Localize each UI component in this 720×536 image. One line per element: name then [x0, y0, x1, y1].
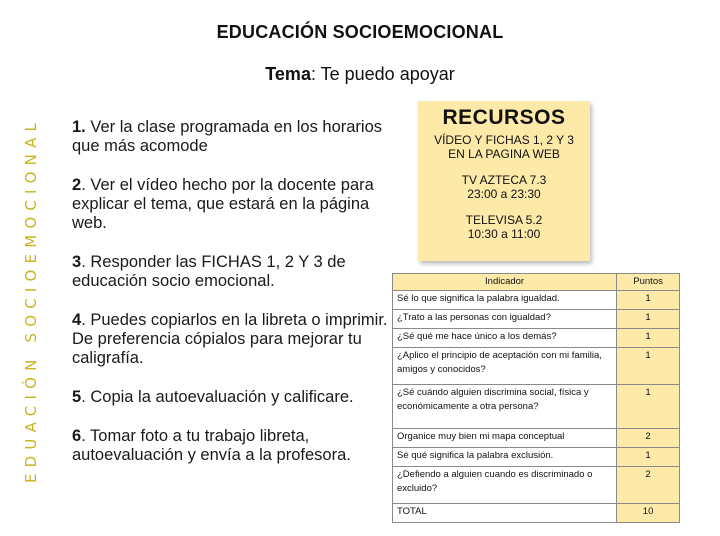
resources-sticky-note [418, 101, 590, 261]
total-label-cell: TOTAL [393, 504, 617, 523]
step-text: . Tomar foto a tu trabajo libreta, autoevaluación y envía a la profesora. [72, 427, 351, 464]
table-row [393, 385, 680, 429]
points-cell: 1 [617, 310, 680, 329]
resources-tv-azteca-time: 23:00 a 23:30 [467, 187, 541, 201]
step-text: . Puedes copiarlos en la libreta o imprimir. De preferencia cópialos para mejorar tu caligrafía. [72, 311, 388, 367]
total-points-cell: 10 [617, 504, 680, 523]
table-row [393, 291, 680, 310]
resources-web-line: EN LA PAGINA WEB [448, 147, 560, 161]
points-cell: 1 [617, 385, 680, 429]
step-number: 1. [72, 118, 86, 136]
points-cell: 2 [617, 429, 680, 448]
table-row [393, 448, 680, 467]
header-points: Puntos [617, 274, 680, 291]
step-text: . Responder las FICHAS 1, 2 Y 3 de educación socio emocional. [72, 253, 346, 290]
topic-text: : Te puedo apoyar [310, 64, 455, 84]
header-indicator: Indicador [393, 274, 617, 291]
indicator-cell: Sé qué significa la palabra exclusión. [393, 448, 617, 467]
points-cell: 1 [617, 329, 680, 348]
step-number: 6 [72, 427, 82, 445]
step-number: 2 [72, 176, 82, 194]
indicator-cell: Organice muy bien mi mapa conceptual [393, 429, 617, 448]
points-cell: 1 [617, 291, 680, 310]
table-row [393, 310, 680, 329]
step-2 [72, 176, 390, 233]
step-5 [72, 388, 390, 407]
step-number: 4 [72, 311, 82, 329]
indicator-cell: ¿Aplico el principio de aceptación con mi familia, amigos y conocidos? [393, 348, 617, 385]
step-number: 3 [72, 253, 82, 271]
resources-title: RECURSOS [442, 106, 566, 129]
topic-label: Tema [265, 64, 311, 84]
self-evaluation-table [392, 273, 680, 523]
resources-televisa-time: 10:30 a 11:00 [467, 227, 541, 241]
vertical-side-title: EDUACIÓN SOCIOEMOCIONAL [22, 116, 40, 483]
table-row [393, 329, 680, 348]
step-4 [72, 311, 390, 368]
resources-televisa: TELEVISA 5.2 [465, 213, 543, 227]
step-text: Ver la clase programada en los horarios que más acomode [72, 118, 383, 155]
step-text: . Copia la autoevaluación y calificare. [81, 388, 354, 406]
step-6 [72, 427, 390, 465]
step-1 [72, 118, 390, 156]
step-text: . Ver el vídeo hecho por la docente para explicar el tema, que estará en la página web. [72, 176, 374, 232]
table-row [393, 467, 680, 504]
indicator-cell: ¿Sé qué me hace único a los demás? [393, 329, 617, 348]
page-title: EDUCACIÓN SOCIOEMOCIONAL [216, 22, 504, 42]
topic-line [0, 64, 720, 85]
points-cell: 1 [617, 448, 680, 467]
table-row [393, 429, 680, 448]
step-3 [72, 253, 390, 291]
table-row [393, 348, 680, 385]
indicator-cell: Sé lo que significa la palabra igualdad. [393, 291, 617, 310]
indicator-cell: ¿Sé cuándo alguien discrimina social, física y económicamente a otra persona? [393, 385, 617, 429]
points-cell: 1 [617, 348, 680, 385]
indicator-cell: ¿Trato a las personas con igualdad? [393, 310, 617, 329]
indicator-cell: ¿Defiendo a alguien cuando es discriminado o excluido? [393, 467, 617, 504]
resources-video-line: VÍDEO Y FICHAS 1, 2 Y 3 [434, 133, 574, 147]
table-row-total [393, 504, 680, 523]
instructions-list [72, 118, 390, 485]
resources-tv-azteca: TV AZTECA 7.3 [461, 173, 547, 187]
points-cell: 2 [617, 467, 680, 504]
step-number: 5 [72, 388, 82, 406]
